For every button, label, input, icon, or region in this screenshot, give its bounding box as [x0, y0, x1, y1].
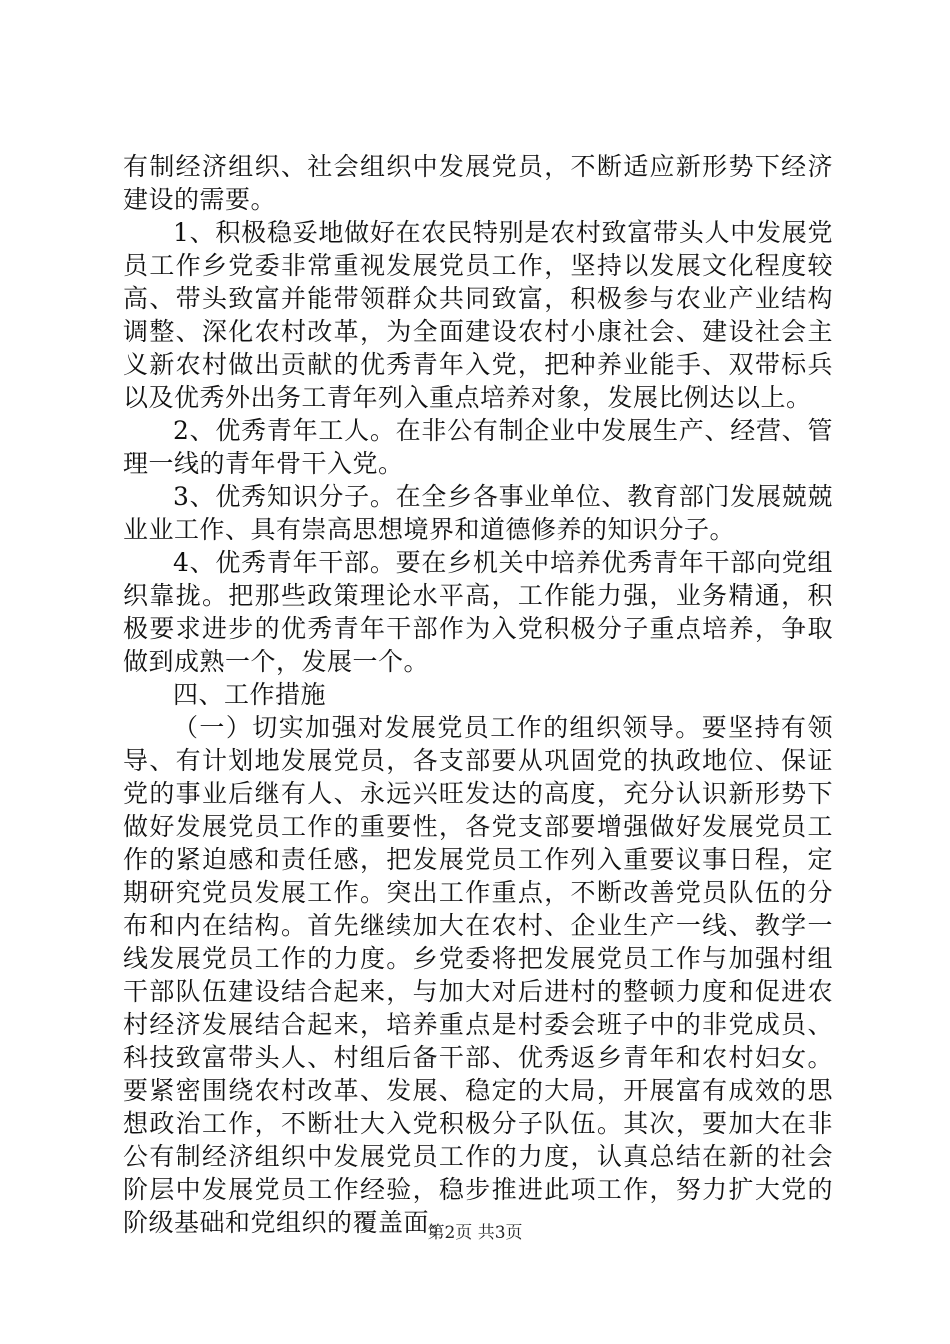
paragraph-item-4: 4、优秀青年干部。要在乡机关中培养优秀青年干部向党组织靠拢。把那些政策理论水平高，工作能力强，业务精通，积极要求进步的优秀青年干部作为入党积极分子重点培养，争取做到成熟一个，发展一个。	[123, 548, 833, 676]
document-body	[123, 150, 833, 1239]
paragraph-measure-1: （一）切实加强对发展党员工作的组织领导。要坚持有领导、有计划地发展党员，各支部要从巩固党的执政地位、保证党的事业后继有人、永远兴旺发达的高度，充分认识新形势下做好发展党员工作的重要性，各党支部要增强做好发展党员工作的紧迫感和责任感，把发展党员工作列入重要议事日程，定期研究党员发展工作。突出工作重点，不断改善党员队伍的分布和内在结构。首先继续加大在农村、企业生产一线、教学一线发展党员工作的力度。乡党委将把发展党员工作与加强村组干部队伍建设结合起来，与加大对后进村的整顿力度和促进农村经济发展结合起来，培养重点是村委会班子中的非党成员、科技致富带头人、村组后备干部、优秀返乡青年和农村妇女。要紧密围绕农村改革、发展、稳定的大局，开展富有成效的思想政治工作，不断壮大入党积极分子队伍。其次，要加大在非公有制经济组织中发展党员工作的力度，认真总结在新的社会阶层中发展党员工作经验，稳步推进此项工作，努力扩大党的阶级基础和党组织的覆盖面。	[123, 713, 833, 1237]
paragraph-item-2: 2、优秀青年工人。在非公有制企业中发展生产、经营、管理一线的青年骨干入党。	[123, 416, 833, 478]
paragraph-item-3: 3、优秀知识分子。在全乡各事业单位、教育部门发展兢兢业业工作、具有崇高思想境界和道德修养的知识分子。	[123, 482, 833, 544]
paragraph-item-1: 1、积极稳妥地做好在农民特别是农村致富带头人中发展党员工作乡党委非常重视发展党员工作，坚持以发展文化程度较高、带头致富并能带领群众共同致富，积极参与农业产业结构调整、深化农村改革，为全面建设农村小康社会、建设社会主义新农村做出贡献的优秀青年入党，把种养业能手、双带标兵以及优秀外出务工青年列入重点培养对象，发展比例达以上。	[123, 218, 833, 412]
page-footer: 第2页 共3页	[427, 1223, 523, 1243]
section-heading: 四、工作措施	[173, 680, 327, 709]
paragraph-continuation: 有制经济组织、社会组织中发展党员，不断适应新形势下经济建设的需要。	[123, 152, 833, 214]
